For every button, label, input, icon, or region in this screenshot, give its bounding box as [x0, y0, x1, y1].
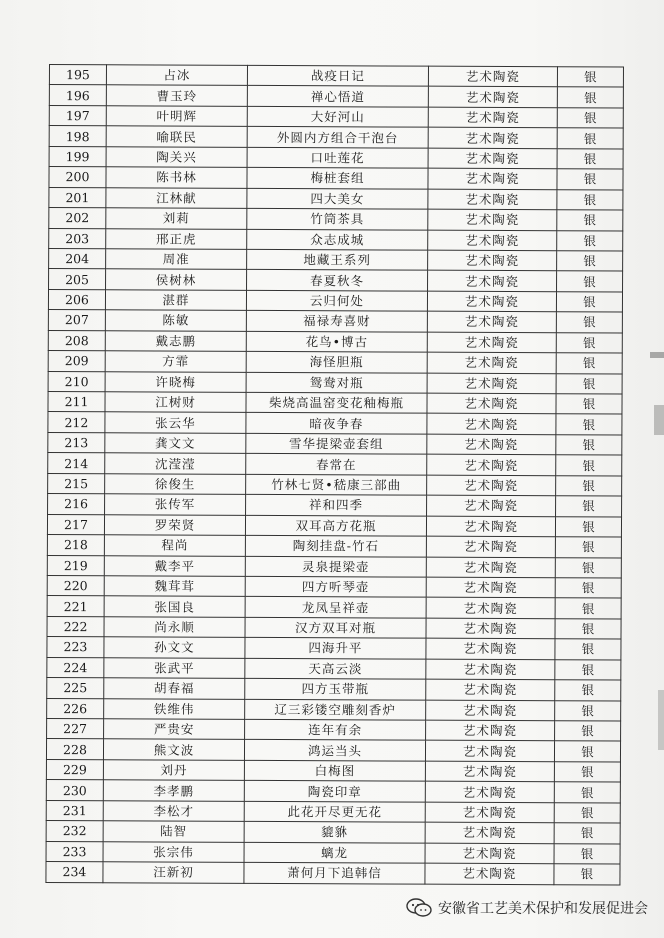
work-title-cell: 海怪胆瓶 — [246, 351, 427, 372]
table-row — [47, 535, 621, 558]
table-row — [47, 678, 621, 701]
category-cell: 艺术陶瓷 — [428, 271, 557, 292]
award-cell: 银 — [555, 578, 621, 599]
category-cell: 艺术陶瓷 — [426, 577, 555, 598]
name-cell: 邢正虎 — [106, 228, 247, 249]
name-cell: 侯树林 — [106, 269, 247, 290]
name-cell: 徐俊生 — [105, 473, 246, 494]
category-cell: 艺术陶瓷 — [427, 454, 556, 475]
award-cell: 银 — [555, 659, 621, 680]
award-cell: 银 — [554, 864, 620, 885]
award-cell: 银 — [557, 87, 623, 108]
row-number-cell: 224 — [47, 657, 104, 678]
award-cell: 银 — [556, 373, 622, 394]
award-cell: 银 — [556, 435, 622, 456]
name-cell: 陈书林 — [106, 167, 247, 188]
award-cell: 银 — [554, 843, 620, 864]
award-cell: 银 — [555, 557, 621, 578]
award-cell: 银 — [555, 700, 621, 721]
award-cell: 银 — [556, 394, 622, 415]
award-cell: 银 — [557, 251, 623, 272]
table-row — [47, 616, 621, 639]
name-cell: 曹玉玲 — [106, 85, 247, 106]
row-number-cell: 229 — [46, 759, 103, 780]
row-number-cell: 231 — [46, 800, 103, 821]
row-number-cell: 211 — [48, 391, 105, 412]
table-row — [46, 759, 620, 782]
row-number-cell: 208 — [48, 330, 105, 351]
category-cell: 艺术陶瓷 — [427, 434, 556, 455]
row-number-cell: 203 — [49, 228, 106, 249]
category-cell: 艺术陶瓷 — [428, 230, 557, 251]
category-cell: 艺术陶瓷 — [428, 148, 557, 169]
award-cell: 银 — [557, 128, 623, 149]
name-cell: 龚文文 — [105, 433, 246, 454]
table-row — [47, 514, 621, 537]
award-cell: 银 — [555, 516, 621, 537]
category-cell: 艺术陶瓷 — [426, 536, 555, 557]
table-row — [48, 351, 622, 374]
work-title-cell: 鸳鸯对瓶 — [246, 372, 427, 393]
name-cell: 严贵安 — [104, 719, 245, 740]
table-row — [47, 555, 621, 578]
category-cell: 艺术陶瓷 — [428, 127, 557, 148]
row-number-cell: 217 — [47, 514, 104, 535]
name-cell: 叶明辉 — [106, 106, 247, 127]
award-cell: 银 — [556, 475, 622, 496]
table-row — [47, 637, 621, 660]
work-title-cell: 白梅图 — [244, 760, 425, 781]
name-cell: 许晓梅 — [105, 371, 246, 392]
table-row — [48, 289, 622, 312]
row-number-cell: 221 — [47, 596, 104, 617]
row-number-cell: 205 — [49, 269, 106, 290]
name-cell: 戴李平 — [104, 555, 245, 576]
award-cell: 银 — [557, 210, 623, 231]
work-title-cell: 陶刻挂盘-竹石 — [245, 535, 426, 556]
category-cell: 艺术陶瓷 — [426, 679, 555, 700]
name-cell: 汪新初 — [103, 862, 244, 883]
work-title-cell: 此花开尽更无花 — [244, 801, 425, 822]
work-title-cell: 柴烧高温窑变花釉梅瓶 — [246, 392, 427, 413]
table-row — [47, 596, 621, 619]
category-cell: 艺术陶瓷 — [427, 291, 556, 312]
table-row — [48, 330, 622, 353]
work-title-cell: 陶瓷印章 — [244, 781, 425, 802]
category-cell: 艺术陶瓷 — [427, 475, 556, 496]
table-row — [47, 698, 621, 721]
work-title-cell: 四方玉带瓶 — [245, 678, 426, 699]
row-number-cell: 212 — [48, 412, 105, 433]
table-row — [46, 780, 620, 803]
name-cell: 张传军 — [105, 494, 246, 515]
award-cell: 银 — [556, 496, 622, 517]
row-number-cell: 213 — [48, 432, 105, 453]
work-title-cell: 貔貅 — [244, 822, 425, 843]
name-cell: 占冰 — [106, 65, 247, 86]
row-number-cell: 199 — [49, 146, 106, 167]
row-number-cell: 197 — [49, 105, 106, 126]
work-title-cell: 梅桩套组 — [247, 168, 428, 189]
table-row — [47, 657, 621, 680]
award-cell: 银 — [557, 148, 623, 169]
category-cell: 艺术陶瓷 — [427, 414, 556, 435]
work-title-cell: 四方听琴壶 — [245, 576, 426, 597]
work-title-cell: 竹林七贤•嵇康三部曲 — [246, 474, 427, 495]
scan-edge-mark — [654, 405, 664, 435]
category-cell: 艺术陶瓷 — [426, 659, 555, 680]
work-title-cell: 战疫日记 — [247, 65, 428, 86]
award-cell: 银 — [556, 455, 622, 476]
work-title-cell: 螭龙 — [244, 842, 425, 863]
row-number-cell: 196 — [49, 85, 106, 106]
table-row — [48, 371, 622, 394]
category-cell: 艺术陶瓷 — [425, 843, 554, 864]
category-cell: 艺术陶瓷 — [427, 495, 556, 516]
name-cell: 方霏 — [105, 351, 246, 372]
table-row — [46, 821, 620, 844]
row-number-cell: 216 — [48, 494, 105, 515]
name-cell: 孙文文 — [104, 637, 245, 658]
category-cell: 艺术陶瓷 — [425, 802, 554, 823]
row-number-cell: 223 — [47, 637, 104, 658]
work-title-cell: 四海升平 — [245, 638, 426, 659]
award-table-body — [46, 65, 624, 885]
award-cell: 银 — [557, 230, 623, 251]
scan-edge-mark — [650, 352, 664, 358]
award-cell: 银 — [557, 271, 623, 292]
category-cell: 艺术陶瓷 — [426, 618, 555, 639]
row-number-cell: 201 — [49, 187, 106, 208]
footer-source-text: 安徽省工艺美术保护和发展促进会 — [438, 901, 648, 917]
table-row — [48, 473, 622, 496]
category-cell: 艺术陶瓷 — [428, 250, 557, 271]
work-title-cell: 春常在 — [246, 454, 427, 475]
award-cell: 银 — [554, 741, 620, 762]
row-number-cell: 234 — [46, 862, 103, 883]
category-cell: 艺术陶瓷 — [427, 311, 556, 332]
category-cell: 艺术陶瓷 — [427, 352, 556, 373]
work-title-cell: 萧何月下追韩信 — [244, 862, 425, 883]
row-number-cell: 228 — [46, 739, 103, 760]
award-cell: 银 — [554, 782, 620, 803]
name-cell: 魏茸茸 — [104, 576, 245, 597]
row-number-cell: 219 — [47, 555, 104, 576]
award-table — [45, 64, 624, 885]
table-row — [47, 575, 621, 598]
name-cell: 李松才 — [103, 800, 244, 821]
name-cell: 戴志鹏 — [105, 330, 246, 351]
work-title-cell: 鸿运当头 — [244, 740, 425, 761]
category-cell: 艺术陶瓷 — [425, 781, 554, 802]
table-row — [49, 248, 623, 271]
work-title-cell: 竹筒茶具 — [247, 208, 428, 229]
table-row — [49, 208, 623, 231]
table-row — [46, 841, 620, 864]
category-cell: 艺术陶瓷 — [428, 107, 557, 128]
row-number-cell: 207 — [48, 310, 105, 331]
work-title-cell: 汉方双耳对瓶 — [245, 617, 426, 638]
name-cell: 李孝鹏 — [103, 780, 244, 801]
name-cell: 熊文波 — [103, 739, 244, 760]
table-row — [48, 432, 622, 455]
category-cell: 艺术陶瓷 — [426, 720, 555, 741]
work-title-cell: 福禄寿喜财 — [246, 311, 427, 332]
row-number-cell: 210 — [48, 371, 105, 392]
work-title-cell: 众志成城 — [247, 229, 428, 250]
work-title-cell: 天高云淡 — [245, 658, 426, 679]
table-row — [49, 105, 623, 128]
table-row — [49, 167, 623, 190]
name-cell: 陆智 — [103, 821, 244, 842]
work-title-cell: 地藏王系列 — [247, 249, 428, 270]
category-cell: 艺术陶瓷 — [426, 700, 555, 721]
work-title-cell: 云归何处 — [246, 290, 427, 311]
category-cell: 艺术陶瓷 — [425, 761, 554, 782]
work-title-cell: 雪华提梁壶套组 — [246, 433, 427, 454]
name-cell: 陶关兴 — [106, 147, 247, 168]
table-row — [49, 187, 623, 210]
table-row — [49, 146, 623, 169]
category-cell: 艺术陶瓷 — [426, 598, 555, 619]
work-title-cell: 龙凤呈祥壶 — [245, 597, 426, 618]
table-row — [46, 739, 620, 762]
work-title-cell: 外圆内方组合干泡台 — [247, 127, 428, 148]
category-cell: 艺术陶瓷 — [428, 168, 557, 189]
category-cell: 艺术陶瓷 — [428, 209, 557, 230]
row-number-cell: 204 — [49, 248, 106, 269]
table-row — [46, 800, 620, 823]
award-cell: 银 — [556, 414, 622, 435]
row-number-cell: 195 — [49, 65, 106, 86]
name-cell: 铁维伟 — [104, 698, 245, 719]
row-number-cell: 206 — [48, 289, 105, 310]
name-cell: 周准 — [106, 249, 247, 270]
row-number-cell: 215 — [48, 473, 105, 494]
row-number-cell: 202 — [49, 208, 106, 229]
award-cell: 银 — [555, 598, 621, 619]
row-number-cell: 198 — [49, 126, 106, 147]
work-title-cell: 口吐莲花 — [247, 147, 428, 168]
award-cell: 银 — [557, 189, 623, 210]
name-cell: 张云华 — [105, 412, 246, 433]
name-cell: 张武平 — [104, 657, 245, 678]
category-cell: 艺术陶瓷 — [425, 822, 554, 843]
table-row — [49, 65, 623, 88]
category-cell: 艺术陶瓷 — [426, 557, 555, 578]
row-number-cell: 209 — [48, 351, 105, 372]
table-row — [49, 85, 623, 108]
work-title-cell: 辽三彩镂空雕刻香炉 — [245, 699, 426, 720]
work-title-cell: 四大美女 — [247, 188, 428, 209]
name-cell: 胡春福 — [104, 678, 245, 699]
table-row — [49, 228, 623, 251]
category-cell: 艺术陶瓷 — [425, 863, 554, 884]
row-number-cell: 214 — [48, 453, 105, 474]
work-title-cell: 灵泉提梁壶 — [245, 556, 426, 577]
work-title-cell: 花鸟•博古 — [246, 331, 427, 352]
row-number-cell: 200 — [49, 167, 106, 188]
category-cell: 艺术陶瓷 — [428, 66, 557, 87]
award-cell: 银 — [557, 169, 623, 190]
table-row — [49, 126, 623, 149]
award-cell: 银 — [555, 680, 621, 701]
award-cell: 银 — [555, 639, 621, 660]
table-row — [48, 412, 622, 435]
table-row — [48, 391, 622, 414]
row-number-cell: 222 — [47, 616, 104, 637]
row-number-cell: 233 — [46, 841, 103, 862]
award-cell: 银 — [555, 721, 621, 742]
category-cell: 艺术陶瓷 — [427, 332, 556, 353]
award-cell: 银 — [555, 619, 621, 640]
category-cell: 艺术陶瓷 — [427, 373, 556, 394]
category-cell: 艺术陶瓷 — [425, 741, 554, 762]
work-title-cell: 祥和四季 — [246, 495, 427, 516]
award-cell: 银 — [556, 312, 622, 333]
category-cell: 艺术陶瓷 — [427, 393, 556, 414]
category-cell: 艺术陶瓷 — [426, 516, 555, 537]
table-row — [49, 269, 623, 292]
row-number-cell: 218 — [47, 535, 104, 556]
name-cell: 江林献 — [106, 187, 247, 208]
name-cell: 喻联民 — [106, 126, 247, 147]
name-cell: 刘莉 — [106, 208, 247, 229]
table-row — [48, 494, 622, 517]
footer-watermark — [406, 898, 648, 918]
name-cell: 张宗伟 — [103, 841, 244, 862]
name-cell: 沈滢滢 — [105, 453, 246, 474]
work-title-cell: 禅心悟道 — [247, 86, 428, 107]
award-cell: 银 — [555, 537, 621, 558]
work-title-cell: 双耳高方花瓶 — [245, 515, 426, 536]
award-cell: 银 — [556, 353, 622, 374]
table-row — [46, 862, 620, 885]
name-cell: 刘丹 — [103, 760, 244, 781]
name-cell: 张国良 — [104, 596, 245, 617]
award-cell: 银 — [554, 823, 620, 844]
award-cell: 银 — [554, 762, 620, 783]
work-title-cell: 大好河山 — [247, 106, 428, 127]
name-cell: 江树财 — [105, 392, 246, 413]
category-cell: 艺术陶瓷 — [428, 189, 557, 210]
name-cell: 罗荣贤 — [104, 514, 245, 535]
category-cell: 艺术陶瓷 — [428, 87, 557, 108]
table-row — [48, 453, 622, 476]
row-number-cell: 225 — [47, 678, 104, 699]
table-row — [47, 718, 621, 741]
name-cell: 湛群 — [105, 290, 246, 311]
name-cell: 尚永顺 — [104, 617, 245, 638]
name-cell: 程尚 — [104, 535, 245, 556]
row-number-cell: 230 — [46, 780, 103, 801]
scan-edge-mark — [658, 690, 664, 750]
award-cell: 银 — [557, 108, 623, 129]
category-cell: 艺术陶瓷 — [426, 638, 555, 659]
work-title-cell: 春夏秋冬 — [247, 270, 428, 291]
name-cell: 陈敏 — [105, 310, 246, 331]
row-number-cell: 220 — [47, 575, 104, 596]
award-cell: 银 — [556, 292, 622, 313]
work-title-cell: 连年有余 — [245, 719, 426, 740]
wechat-icon — [406, 898, 432, 918]
award-cell: 银 — [554, 802, 620, 823]
row-number-cell: 232 — [46, 821, 103, 842]
award-cell: 银 — [557, 67, 623, 88]
row-number-cell: 226 — [47, 698, 104, 719]
award-cell: 银 — [556, 332, 622, 353]
row-number-cell: 227 — [47, 718, 104, 739]
table-row — [48, 310, 622, 333]
work-title-cell: 暗夜争春 — [246, 413, 427, 434]
